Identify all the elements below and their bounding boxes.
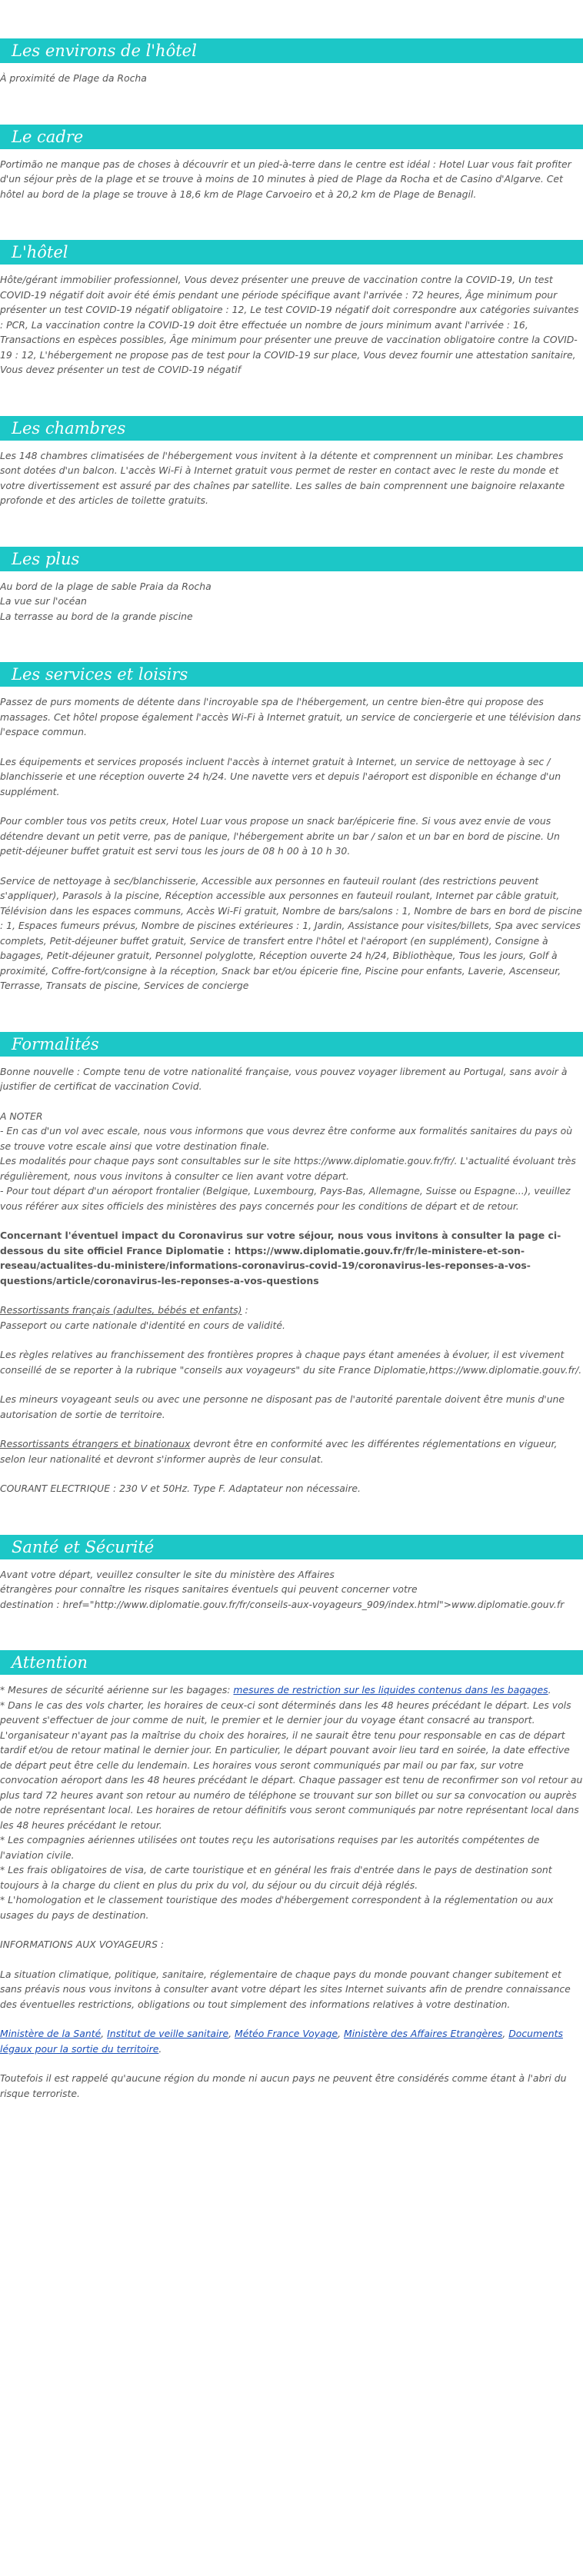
link-documents-legaux[interactable]: Documents légaux pour la sortie du territoire <box>0 2028 563 2055</box>
mineurs-text: Les mineurs voyageant seuls ou avec une personne ne disposant pas de l'autorité parentale doivent être munis d'une autorisation de sortie de territoire. <box>0 1393 565 1420</box>
section-title: Les plus <box>12 549 80 568</box>
sante-line: Avant votre départ, veuillez consulter le site du ministère des Affaires <box>0 1568 335 1580</box>
sante-line: destination : href="http://www.diplomatie.gouv.fr/fr/conseils-aux-voyageurs_909/index.html">www.diplomatie.gouv.fr <box>0 1598 565 1610</box>
section-title: Les chambres <box>12 418 126 438</box>
hotel-text: Hôte/gérant immobilier professionnel, Vous devez présenter une preuve de vaccination contre la COVID-19, Un test COVID-19 négatif doit avoir été émis pendant une période spécifique avant l'arrivée : 72 heures, Âge minimum pour présenter un test COVID-19 négatif obligatoire : 12, Le test COVID-19 négatif doit correspondre aux catégories suivantes : PCR, La vaccination contre la COVID-19 doit être effectuée un nombre de jours minimum avant l'arrivée : 16, Transactions en espèces possibles, Âge minimum pour présenter une preuve de vaccination obligatoire contre la COVID-19 : 12, L'hébergement ne propose pas de test pour la COVID-19 sur place, Vous devez fournir une attestation sanitaire, Vous devez présenter un test de COVID-19 négatif <box>0 274 579 375</box>
cadre-text: Portimão ne manque pas de choses à découvrir et un pied-à-terre dans le centre est idéal : Hotel Luar vous fait profiter d'un séjour près de la plage et se trouve à moins de 10 minutes à pied de Plage da Rocha et de Casino d'Algarve. Cet hôtel au bord de la plage se trouve à 18,6 km de Plage Carvoeiro et à 20,2 km de Plage de Benagil. <box>0 158 571 200</box>
section-attention <box>0 1650 583 2101</box>
section-title: Les environs de l'hôtel <box>12 42 197 60</box>
note-line: Les modalités pour chaque pays sont consultables sur le site https://www.diplomatie.gouv.fr/fr/. L'actualité évoluant très régulièrement, nous vous invitons à consulter ce lien avant votre départ. <box>0 1155 576 1182</box>
section-body <box>0 1675 583 2101</box>
attention-bullet: * Les frais obligatoires de visa, de carte touristique et en général les frais d'entrée dans le pays de destination sont toujours à la charge du client en plus du prix du vol, du séjour ou du circuit déjà réglés. <box>0 1864 552 1891</box>
link-ministere-sante[interactable]: Ministère de la Santé <box>0 2028 102 2039</box>
environs-text: À proximité de Plage da Rocha <box>0 72 147 84</box>
section-banner <box>0 416 583 441</box>
security-prefix: * Mesures de sécurité aérienne sur les bagages: <box>0 1684 234 1696</box>
link-meteo-france[interactable]: Météo France Voyage <box>235 2028 338 2039</box>
ressortissants-fr-suffix: : <box>242 1304 248 1316</box>
section-title: Formalités <box>12 1034 99 1053</box>
section-body <box>0 63 583 86</box>
formalites-intro: Bonne nouvelle : Compte tenu de votre nationalité française, vous pouvez voyager librement au Portugal, sans avoir à justifier de certificat de vaccination Covid. <box>0 1065 568 1092</box>
section-title: Les services et loisirs <box>12 665 188 684</box>
section-banner <box>0 1535 583 1559</box>
link-veille-sanitaire[interactable]: Institut de veille sanitaire <box>107 2028 229 2039</box>
note-line: - Pour tout départ d'un aéroport frontalier (Belgique, Luxembourg, Pays-Bas, Allemagne, Suisse ou Espagne...), veuillez vous référer aux sites officiels des ministères des pays concernés pour les conditions de départ et de retour. <box>0 1185 571 1212</box>
ressortissants-fr-label: Ressortissants français (adultes, bébés et enfants) <box>0 1304 242 1316</box>
services-paragraph: Service de nettoyage à sec/blanchisserie, Accessible aux personnes en fauteuil roulant (des restrictions peuvent s'appliquer), Parasols à la piscine, Réception accessible aux personnes en fauteuil roulant, Internet par câble gratuit, Télévision dans les espaces communs, Accès Wi-Fi gratuit, Nombre de bars/salons : 1, Nombre de bars en bord de piscine : 1, Espaces fumeurs prévus, Nombre de piscines extérieures : 1, Jardin, Assistance pour visites/billets, Spa avec services complets, Petit-déjeuner buffet gratuit, Service de transfert entre l'hôtel et l'aéroport (en supplément), Consigne à bagages, Petit-déjeuner gratuit, Personnel polyglotte, Réception ouverte 24 h/24, Bibliothèque, Tous les jours, Golf à proximité, Coffre-fort/consigne à la réception, Snack bar et/ou épicerie fine, Piscine pour enfants, Laverie, Ascenseur, Terrasse, Transats de piscine, Services de concierge <box>0 874 582 991</box>
security-line <box>0 1682 583 1698</box>
info-text: La situation climatique, politique, sanitaire, réglementaire de chaque pays du monde pouvant changer subitement et sans préavis nous vous invitons à consulter avant votre départ les sites Internet suivants afin de prendre connaissance des éventuelles restrictions, obligations ou tout simplement des informations relatives à votre destination. <box>0 1968 571 2010</box>
page <box>0 38 583 2101</box>
section-body <box>0 1057 583 1496</box>
courant-text: COURANT ELECTRIQUE : 230 V et 50Hz. Type F. Adaptateur non nécessaire. <box>0 1483 361 1494</box>
attention-bullet: * L'homologation et le classement touristique des modes d'hébergement correspondent à la réglementation ou aux usages du pays de destination. <box>0 1894 554 1921</box>
passport-line: Passeport ou carte nationale d'identité en cours de validité. <box>0 1319 285 1331</box>
attention-bullet: * Dans le cas des vols charter, les horaires de ceux-ci sont déterminés dans les 48 heures précédant le départ. Les vols peuvent s'effectuer de jour comme de nuit, le premier et le dernier jour du voyage étant consacré au transport. L'organisateur n'ayant pas la maîtrise du choix des horaires, il ne saurait être tenu pour responsable en cas de départ tardif et/ou de retour matinal le dernier jour. En particulier, le départ pouvant avoir lieu tard en soirée, la date effective de départ peut être celle du lendemain. Les horaires vous seront communiqués par mail ou par fax, sur votre convocation aéroport dans les 48 heures précédant le départ. Chaque passager est tenu de reconfirmer son vol retour au plus tard 72 heures avant son retour au numéro de téléphone se trouvant sur son billet ou sur sa convocation ou auprès de notre représentant local. Les horaires de retour définitifs vous seront communiqués par notre représentant local dans les 48 heures précédant le retour. <box>0 1699 583 1831</box>
section-banner <box>0 240 583 265</box>
section-banner <box>0 125 583 149</box>
section-body <box>0 687 583 993</box>
section-plus <box>0 547 583 624</box>
ressortissants-fr-line <box>0 1303 583 1318</box>
section-environs <box>0 38 583 86</box>
section-body <box>0 149 583 202</box>
section-banner <box>0 547 583 571</box>
sante-line: étrangères pour connaître les risques sanitaires éventuels qui peuvent concerner votre <box>0 1583 418 1595</box>
section-banner <box>0 38 583 63</box>
coronavirus-notice: Concernant l'éventuel impact du Coronavirus sur votre séjour, nous vous invitons à consulter la page ci-dessous du site officiel France Diplomatie : https://www.diplomatie.gouv.fr/fr/le-ministere-et-son-reseau/actualites-du-ministere/informations-coronavirus-covid-19/coronavirus-les-reponses-a-vos-questions/article/coronavirus-les-reponses-a-vos-questions <box>0 1230 561 1286</box>
section-cadre <box>0 125 583 202</box>
section-banner <box>0 1650 583 1675</box>
section-title: Attention <box>12 1653 88 1672</box>
regles-text: Les règles relatives au franchissement des frontières propres à chaque pays étant amenées à évoluer, il est vivement conseillé de se reporter à la rubrique "conseils aux voyageurs" du site France Diplomatie,https://www.diplomatie.gouv.fr/. <box>0 1349 582 1376</box>
list-item: Au bord de la plage de sable Praia da Rocha <box>0 580 212 592</box>
section-body <box>0 265 583 378</box>
attention-bullet: * Les compagnies aériennes utilisées ont toutes reçu les autorisations requises par les autorités compétentes de l'aviation civile. <box>0 1834 540 1861</box>
section-title: Santé et Sécurité <box>12 1537 155 1556</box>
list-item: La terrasse au bord de la grande piscine <box>0 610 193 622</box>
section-hotel <box>0 240 583 378</box>
section-formalites <box>0 1032 583 1496</box>
ressortissants-etr-label: Ressortissants étrangers et binationaux <box>0 1438 191 1449</box>
official-links: Ministère de la Santé, Institut de veille sanitaire, Météo France Voyage, Ministère des Affaires Etrangères, Documents légaux pour la sortie du territoire. <box>0 2028 563 2055</box>
section-banner <box>0 1032 583 1057</box>
liquids-restriction-link[interactable]: mesures de restriction sur les liquides contenus dans les bagages <box>233 1684 548 1696</box>
section-sante <box>0 1535 583 1612</box>
section-chambres <box>0 416 583 508</box>
list-item: La vue sur l'océan <box>0 595 87 607</box>
section-body <box>0 1559 583 1612</box>
section-title: Le cadre <box>12 127 84 146</box>
note-line: - En cas d'un vol avec escale, nous vous informons que vous devrez être conforme aux formalités sanitaires du pays où se trouve votre escale ainsi que votre destination finale. <box>0 1125 573 1152</box>
section-title: L'hôtel <box>12 243 68 261</box>
section-body <box>0 571 583 624</box>
link-affaires-etrangeres[interactable]: Ministère des Affaires Etrangères <box>344 2028 503 2039</box>
services-paragraph: Les équipements et services proposés incluent l'accès à internet gratuit à Internet, un service de nettoyage à sec / blanchisserie et une réception ouverte 24 h/24. Une navette vers et depuis l'aéroport est disponible en échange d'un supplément. <box>0 755 561 797</box>
services-paragraph: Pour combler tous vos petits creux, Hotel Luar vous propose un snack bar/épicerie fine. Si vous avez envie de vous détendre devant un petit verre, pas de panique, l'hébergement abrite un bar / salon et un bar en bord de piscine. Un petit-déjeuner buffet gratuit est servi tous les jours de 08 h 00 à 10 h 30. <box>0 815 560 857</box>
chambres-text: Les 148 chambres climatisées de l'hébergement vous invitent à la détente et comprennent un minibar. Les chambres sont dotées d'un balcon. L'accès Wi-Fi à Internet gratuit vous permet de rester en contact avec le reste du monde et votre divertissement est assuré par des chaînes par satellite. Les salles de bain comprennent une baignoire relaxante profonde et des articles de toilette gratuits. <box>0 449 565 506</box>
services-paragraph: Passez de purs moments de détente dans l'incroyable spa de l'hébergement, un centre bien-être qui propose des massages. Cet hôtel propose également l'accès Wi-Fi à Internet gratuit, un service de conciergerie et une télévision dans l'espace commun. <box>0 696 581 737</box>
section-body <box>0 441 583 508</box>
closing-text: Toutefois il est rappelé qu'aucune région du monde ni aucun pays ne peuvent être considérés comme étant à l'abri du risque terroriste. <box>0 2072 567 2099</box>
info-label: INFORMATIONS AUX VOYAGEURS : <box>0 1939 165 1950</box>
ressortissants-etr-suffix: devront être en conformité avec les différentes réglementations en vigueur, selon leur nationalité et devront s'informer auprès de leur consulat. <box>0 1438 558 1465</box>
section-services <box>0 662 583 993</box>
ressortissants-etr-line <box>0 1436 583 1466</box>
section-banner <box>0 662 583 687</box>
security-suffix: . <box>548 1684 551 1696</box>
note-label: A NOTER <box>0 1110 43 1122</box>
